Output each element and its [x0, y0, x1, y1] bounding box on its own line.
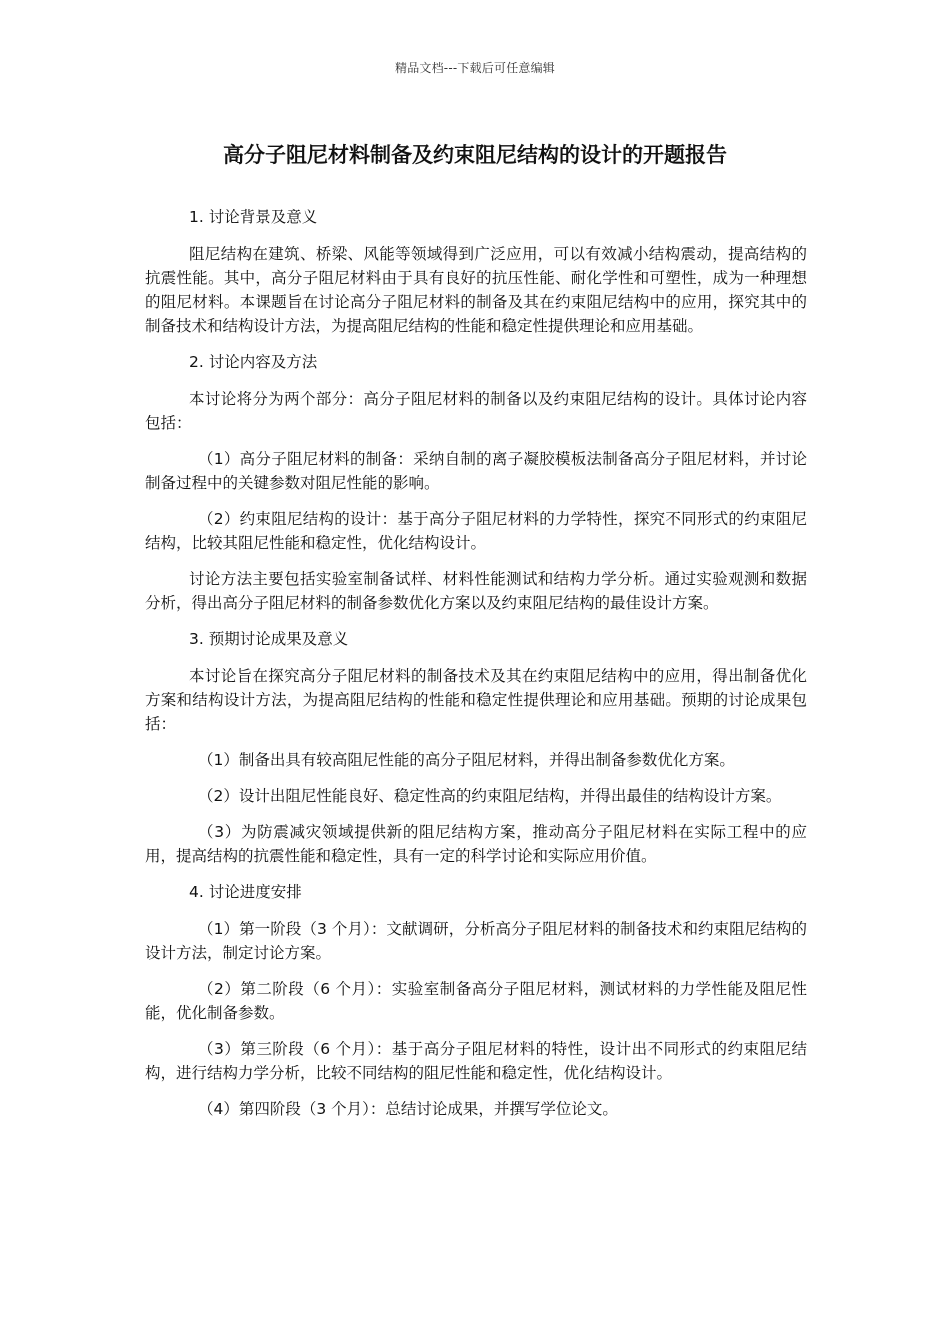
list-item: （4）第四阶段（3 个月）：总结讨论成果，并撰写学位论文。 [198, 1100, 618, 1118]
paragraph: 本讨论将分为两个部分：高分子阻尼材料的制备以及约束阻尼结构的设计。具体讨论内容包括： [145, 390, 807, 432]
section-heading: 4. 讨论进度安排 [189, 883, 302, 901]
list-item: （2）约束阻尼结构的设计：基于高分子阻尼材料的力学特性，探究不同形式的约束阻尼结构，比较其阻尼性能和稳定性，优化结构设计。 [145, 510, 807, 552]
header-note: 精品文档---下载后可任意编辑 [395, 61, 555, 75]
list-item: （2）设计出阻尼性能良好、稳定性高的约束阻尼结构，并得出最佳的结构设计方案。 [198, 787, 782, 805]
list-item: （3）第三阶段（6 个月）：基于高分子阻尼材料的特性，设计出不同形式的约束阻尼结构，进行结构力学分析，比较不同结构的阻尼性能和稳定性，优化结构设计。 [145, 1040, 807, 1082]
paragraph: 讨论方法主要包括实验室制备试样、材料性能测试和结构力学分析。通过实验观测和数据分析，得出高分子阻尼材料的制备参数优化方案以及约束阻尼结构的最佳设计方案。 [145, 570, 807, 612]
paragraph: 本讨论旨在探究高分子阻尼材料的制备技术及其在约束阻尼结构中的应用，得出制备优化方案和结构设计方法，为提高阻尼结构的性能和稳定性提供理论和应用基础。预期的讨论成果包括： [145, 667, 807, 733]
list-item: （3）为防震减灾领域提供新的阻尼结构方案，推动高分子阻尼材料在实际工程中的应用，提高结构的抗震性能和稳定性，具有一定的科学讨论和实际应用价值。 [145, 823, 807, 865]
section-heading: 2. 讨论内容及方法 [189, 353, 318, 371]
list-item: （1）第一阶段（3 个月）：文献调研，分析高分子阻尼材料的制备技术和约束阻尼结构的设计方法，制定讨论方案。 [145, 920, 807, 962]
document-title: 高分子阻尼材料制备及约束阻尼结构的设计的开题报告 [223, 143, 727, 167]
list-item: （1）制备出具有较高阻尼性能的高分子阻尼材料，并得出制备参数优化方案。 [198, 751, 735, 769]
list-item: （1）高分子阻尼材料的制备：采纳自制的离子凝胶模板法制备高分子阻尼材料，并讨论制备过程中的关键参数对阻尼性能的影响。 [145, 450, 807, 492]
list-item: （2）第二阶段（6 个月）：实验室制备高分子阻尼材料，测试材料的力学性能及阻尼性能，优化制备参数。 [145, 980, 807, 1022]
section-heading: 3. 预期讨论成果及意义 [189, 630, 349, 648]
document-body [145, 205, 807, 1133]
paragraph: 阻尼结构在建筑、桥梁、风能等领域得到广泛应用，可以有效减小结构震动，提高结构的抗震性能。其中，高分子阻尼材料由于具有良好的抗压性能、耐化学性和可塑性，成为一种理想的阻尼材料。本课题旨在讨论高分子阻尼材料的制备及其在约束阻尼结构中的应用，探究其中的制备技术和结构设计方法，为提高阻尼结构的性能和稳定性提供理论和应用基础。 [145, 245, 807, 335]
section-heading: 1. 讨论背景及意义 [189, 208, 318, 226]
